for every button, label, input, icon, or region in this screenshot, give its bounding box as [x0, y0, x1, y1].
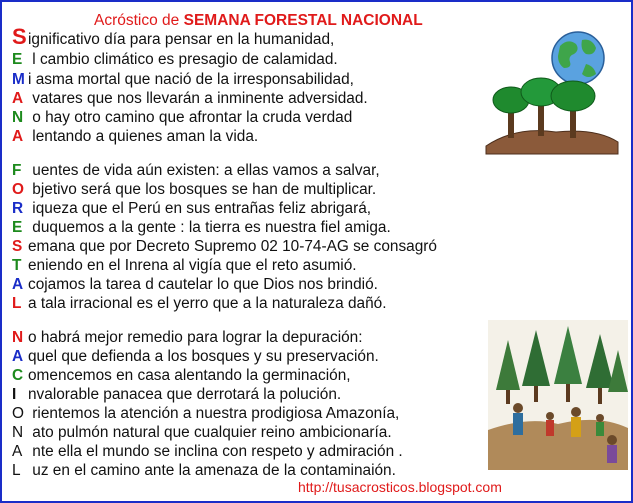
line-initial: F	[12, 162, 22, 179]
line-text: o habrá mejor remedio para lograr la depuración:	[28, 329, 363, 346]
poem-line	[12, 219, 391, 237]
line-initial: N	[12, 109, 24, 126]
poem-line	[12, 348, 379, 366]
line-initial: E	[12, 51, 23, 68]
line-initial: R	[12, 200, 24, 217]
line-initial: N	[12, 424, 24, 441]
line-text: quel que defienda a los bosques y su preservación.	[28, 348, 379, 365]
poem-line	[12, 462, 396, 480]
poem-line	[12, 24, 335, 49]
line-text: a tala irracional es el yerro que a la naturaleza dañó.	[28, 295, 387, 312]
line-text: bjetivo será que los bosques se han de multiplicar.	[28, 181, 377, 198]
line-initial: A	[12, 443, 23, 460]
line-text: nvalorable panacea que derrotará la polución.	[28, 386, 342, 403]
poem-line	[12, 329, 363, 347]
line-initial: M	[12, 71, 25, 88]
poem-line	[12, 257, 357, 275]
line-text: uz en el camino ante la amenaza de la contaminaión.	[28, 462, 396, 479]
line-text: lentando a quienes aman la vida.	[28, 128, 259, 145]
line-initial: E	[12, 219, 23, 236]
line-initial: N	[12, 329, 24, 346]
line-initial: C	[12, 367, 24, 384]
line-text: rientemos la atención a nuestra prodigiosa Amazonía,	[28, 405, 400, 422]
line-initial: A	[12, 128, 24, 145]
poem-line	[12, 90, 368, 108]
line-initial: A	[12, 348, 24, 365]
line-text: ignificativo día para pensar en la humanidad,	[28, 31, 335, 48]
poem-line	[12, 424, 392, 442]
line-text: eniendo en el Inrena al vigía que el reto asumió.	[28, 257, 357, 274]
line-text: iqueza que el Perú en sus entrañas feliz abrigará,	[28, 200, 372, 217]
line-initial: S	[12, 24, 27, 49]
line-text: o hay otro camino que afrontar la cruda verdad	[28, 109, 353, 126]
line-text: ato pulmón natural que cualquier reino ambicionaría.	[28, 424, 392, 441]
poem-line	[12, 128, 258, 146]
line-text: omencemos en casa alentando la germinación,	[28, 367, 351, 384]
title-prefix: Acróstico de	[94, 12, 184, 29]
line-text: l cambio climático es presagio de calamidad.	[28, 51, 338, 68]
poem-line	[12, 71, 354, 89]
line-initial: T	[12, 257, 22, 274]
poem-line	[12, 51, 338, 69]
title-main: SEMANA FORESTAL NACIONAL	[183, 12, 423, 29]
poem-line	[12, 109, 352, 127]
poem-line	[12, 200, 371, 218]
poem-line	[12, 181, 376, 199]
line-initial: O	[12, 405, 24, 422]
line-text: cojamos la tarea d cautelar lo que Dios nos brindió.	[28, 276, 378, 293]
blog-url[interactable]: http://tusacrosticos.blogspot.com	[298, 479, 502, 495]
line-text: vatares que nos llevarán a inminente adversidad.	[28, 90, 368, 107]
line-text: i asma mortal que nació de la irresponsabilidad,	[28, 71, 354, 88]
poem-line	[12, 276, 378, 294]
poem-line	[12, 238, 437, 256]
line-initial: A	[12, 276, 24, 293]
line-initial: L	[12, 462, 21, 479]
poem-line	[12, 295, 386, 313]
line-text: nte ella el mundo se inclina con respeto y admiración .	[28, 443, 403, 460]
line-initial: I	[12, 386, 17, 403]
line-text: uentes de vida aún existen: a ellas vamos a salvar,	[28, 162, 380, 179]
poem-line	[12, 386, 341, 404]
earth-trees-illustration	[478, 28, 628, 158]
line-initial: O	[12, 181, 24, 198]
line-text: emana que por Decreto Supremo 02 10-74-AG se consagró	[28, 238, 437, 255]
poem-line	[12, 162, 380, 180]
line-initial: L	[12, 295, 22, 312]
poem-line	[12, 443, 403, 461]
line-text: duquemos a la gente : la tierra es nuestra fiel amiga.	[28, 219, 391, 236]
line-initial: A	[12, 90, 24, 107]
poem-line	[12, 367, 351, 385]
poem-line	[12, 405, 399, 423]
people-planting-trees-illustration	[488, 320, 628, 470]
line-initial: S	[12, 238, 23, 255]
